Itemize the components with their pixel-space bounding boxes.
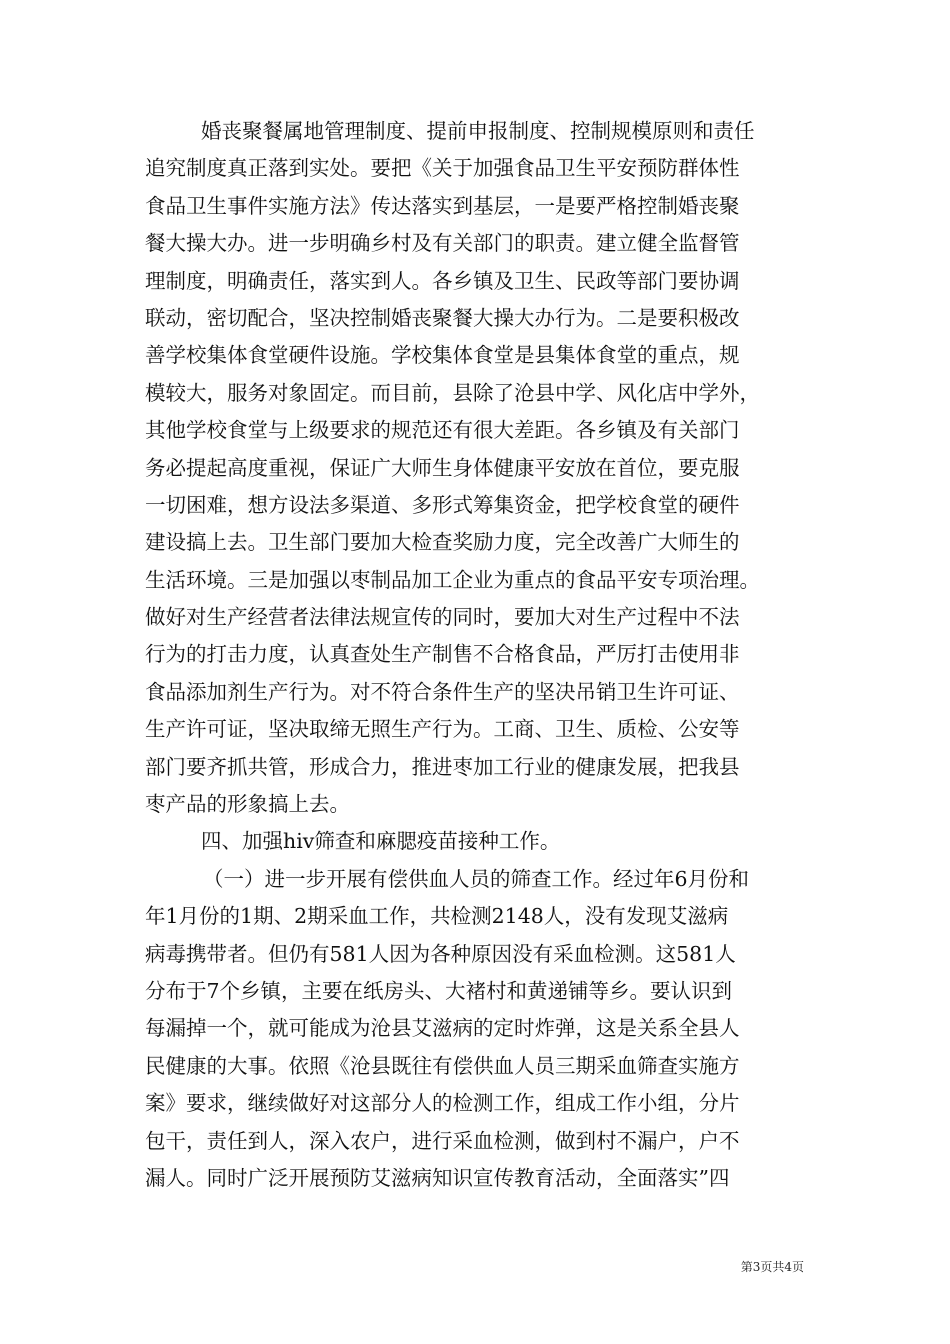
text-line: 部门要齐抓共管，形成合力，推进枣加工行业的健康发展，把我县 — [145, 754, 740, 779]
text-line: 病毒携带者。但仍有581人因为各种原因没有采血检测。这581人 — [145, 941, 736, 966]
text-line: 善学校集体食堂硬件设施。学校集体食堂是县集体食堂的重点，规 — [145, 343, 740, 368]
text-line: 做好对生产经营者法律法规宣传的同时，要加大对生产过程中不法 — [145, 605, 740, 630]
page-number-label: 第3页共4页 — [740, 1260, 804, 1274]
text-line: 每漏掉一个，就可能成为沧县艾滋病的定时炸弹，这是关系全县人 — [145, 1016, 740, 1041]
text-line: （一）进一步开展有偿供血人员的筛查工作。经过年6月份和 — [203, 866, 750, 891]
text-line: 枣产品的形象搞上去。 — [145, 792, 350, 817]
text-line: 包干，责任到人，深入农户，进行采血检测，做到村不漏户，户不 — [145, 1128, 740, 1153]
text-line: 分布于7个乡镇，主要在纸房头、大褚村和黄递铺等乡。要认识到 — [145, 978, 733, 1003]
text-line: 婚丧聚餐属地管理制度、提前申报制度、控制规模原则和责任 — [201, 119, 755, 143]
text-line: 食品添加剂生产行为。对不符合条件生产的坚决吊销卫生许可证、 — [145, 679, 740, 704]
text-line: 漏人。同时广泛开展预防艾滋病知识宣传教育活动，全面落实”四 — [145, 1165, 730, 1190]
text-line: 年1月份的1期、2期采血工作，共检测2148人，没有发现艾滋病 — [145, 904, 729, 929]
text-line: 联动，密切配合，坚决控制婚丧聚餐大操大办行为。二是要积极改 — [145, 305, 740, 330]
text-line: 理制度，明确责任，落实到人。各乡镇及卫生、民政等部门要协调 — [145, 268, 740, 293]
text-line: 模较大，服务对象固定。而目前，县除了沧县中学、风化店中学外， — [145, 380, 760, 405]
section-heading: 四、加强hiv筛查和麻腮疫苗接种工作。 — [201, 829, 561, 854]
document-body — [145, 113, 810, 1197]
text-line: 餐大操大办。进一步明确乡村及有关部门的职责。建立健全监督管 — [145, 231, 740, 256]
text-line: 食品卫生事件实施方法》传达落实到基层，一是要严格控制婚丧聚 — [145, 193, 740, 218]
text-line: 行为的打击力度，认真查处生产制售不合格食品，严厉打击使用非 — [145, 642, 740, 667]
text-line: 一切困难，想方设法多渠道、多形式筹集资金，把学校食堂的硬件 — [145, 492, 740, 517]
page-footer — [741, 1258, 804, 1275]
text-line: 民健康的大事。依照《沧县既往有偿供血人员三期采血筛查实施方 — [145, 1053, 740, 1078]
text-line: 生活环境。三是加强以枣制品加工企业为重点的食品平安专项治理。 — [145, 567, 760, 592]
text-line: 生产许可证，坚决取缔无照生产行为。工商、卫生、质检、公安等 — [145, 717, 740, 742]
text-line: 其他学校食堂与上级要求的规范还有很大差距。各乡镇及有关部门 — [145, 418, 740, 443]
text-line: 务必提起高度重视，保证广大师生身体健康平安放在首位，要克服 — [145, 455, 740, 480]
text-line: 追究制度真正落到实处。要把《关于加强食品卫生平安预防群体性 — [145, 156, 740, 181]
text-line: 案》要求，继续做好对这部分人的检测工作，组成工作小组，分片 — [145, 1091, 740, 1116]
text-line: 建设搞上去。卫生部门要加大检查奖励力度，完全改善广大师生的 — [145, 530, 740, 555]
